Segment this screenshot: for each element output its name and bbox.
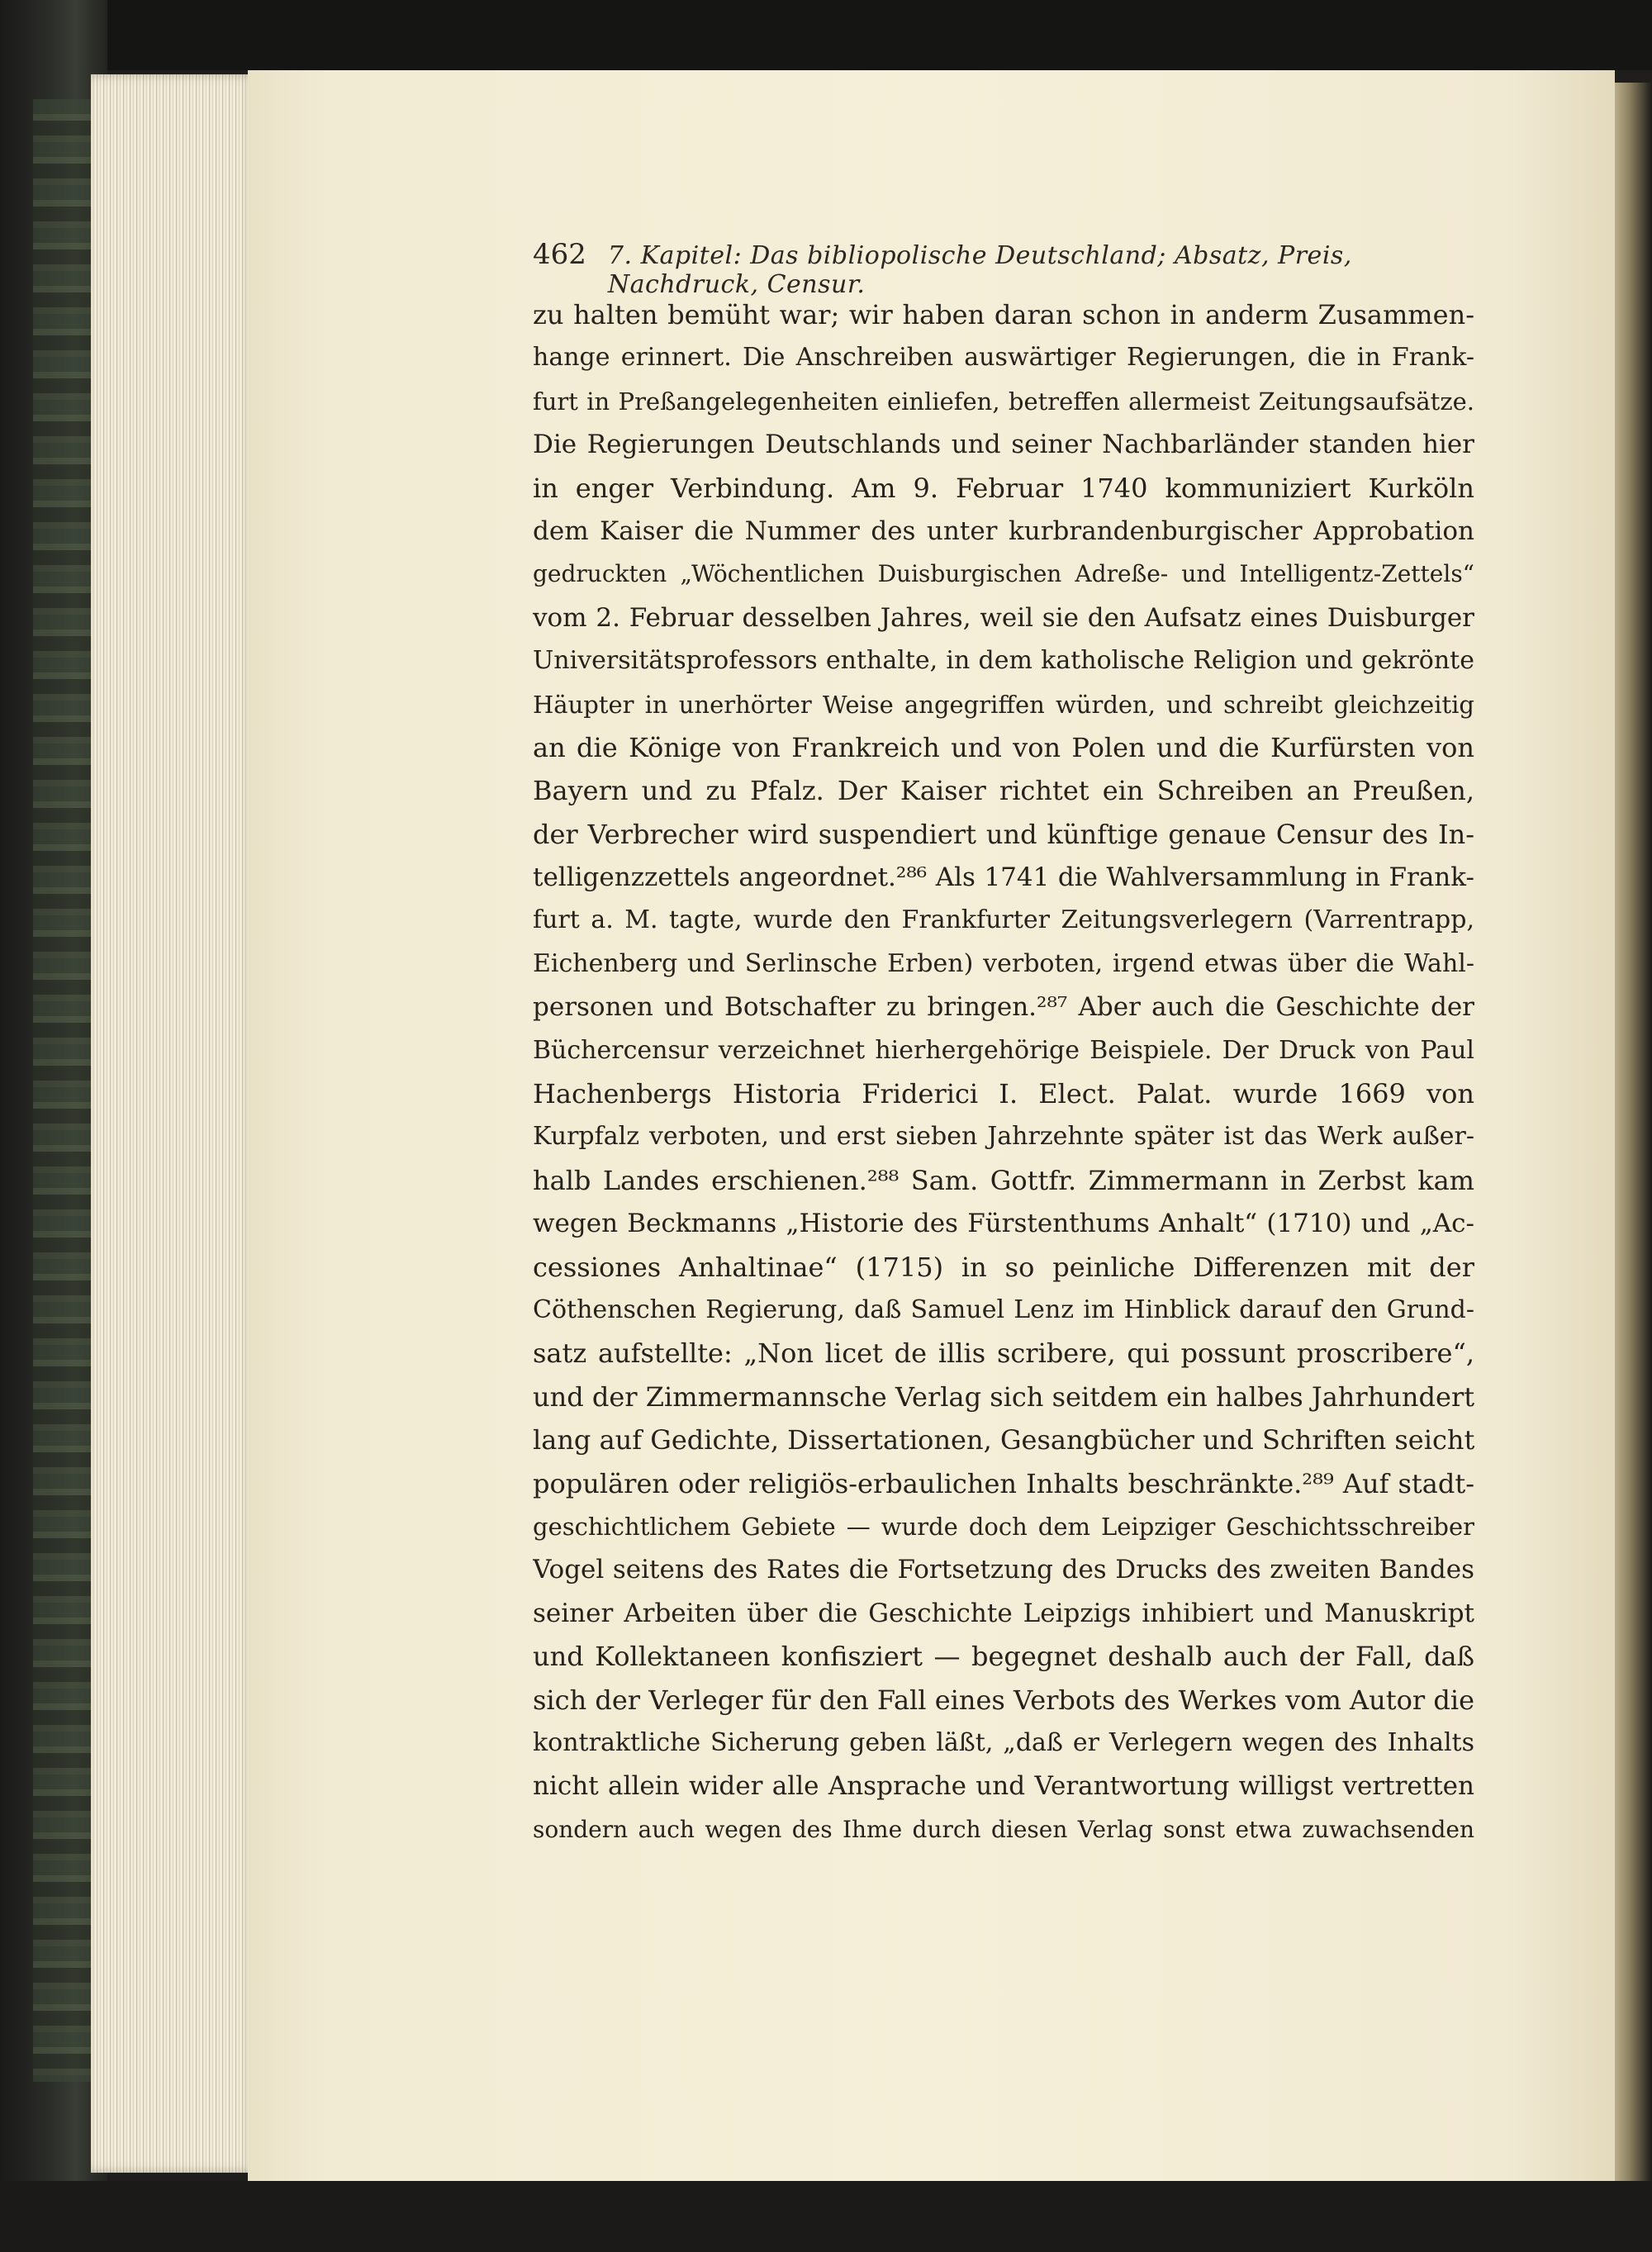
text-line: lang auf Gedichte, Dissertationen, Gesangbücher und Schriften seicht (533, 1424, 1474, 1456)
page-right-edge (1615, 83, 1652, 2181)
text-line: wegen Beckmanns „Historie des Fürstenthums Anhalt“ (1710) und „Ac- (533, 1209, 1474, 1239)
text-line: Hachenbergs Historia Friderici I. Elect. Palat. wurde 1669 von (533, 1078, 1474, 1110)
text-line: halb Landes erschienen.²⁸⁸ Sam. Gottfr. Zimmermann in Zerbst kam (533, 1164, 1474, 1196)
text-line: seiner Arbeiten über die Geschichte Leipzigs inhibiert und Manuskript (533, 1598, 1474, 1628)
text-line: nicht allein wider alle Ansprache und Verantwortung willigst vertretten (533, 1771, 1474, 1802)
text-line: Die Regierungen Deutschlands und seiner Nachbarländer standen hier (533, 430, 1474, 460)
text-line: Büchercensur verzeichnet hierhergehörige Beispiele. Der Druck von Paul (533, 1035, 1474, 1065)
text-line: Bayern und zu Pfalz. Der Kaiser richtet ein Schreiben an Preußen, (533, 775, 1474, 807)
text-line: gedruckten „Wöchentlichen Duisburgischen Adreße- und Intelligentz-Zettels“ (533, 560, 1474, 588)
text-line: zu halten bemüht war; wir haben daran schon in anderm Zusammen- (533, 299, 1474, 330)
text-line: sondern auch wegen des Ihme durch diesen Verlag sonst etwa zuwachsenden (533, 1815, 1474, 1843)
text-line: geschichtlichem Gebiete — wurde doch dem Leipziger Geschichtsschreiber (533, 1512, 1474, 1541)
text-line: dem Kaiser die Nummer des unter kurbrandenburgischer Approbation (533, 515, 1474, 546)
text-line: kontraktliche Sicherung geben läßt, „daß er Verlegern wegen des Inhalts (533, 1727, 1474, 1757)
text-line: der Verbrecher wird suspendiert und künftige genaue Censur des In- (533, 818, 1474, 850)
background-top (0, 0, 1652, 70)
text-line: Kurpfalz verboten, und erst sieben Jahrzehnte später ist das Werk außer- (533, 1122, 1474, 1152)
text-line: telligenzzettels angeordnet.²⁸⁶ Als 1741 die Wahlversammlung in Frank- (533, 862, 1474, 893)
text-line: in enger Verbindung. Am 9. Februar 1740 kommuniziert Kurköln (533, 472, 1474, 504)
text-line: personen und Botschafter zu bringen.²⁸⁷ Aber auch die Geschichte der (533, 992, 1474, 1023)
text-line: furt in Preßangelegenheiten einliefen, betreffen allermeist Zeitungsaufsätze. (533, 387, 1474, 416)
page-number: 462 (533, 238, 586, 271)
text-line: Eichenberg und Serlinsche Erben) verboten, irgend etwas über die Wahl- (533, 948, 1474, 978)
text-line: Vogel seitens des Rates die Fortsetzung des Drucks des zweiten Bandes (533, 1555, 1474, 1585)
text-line: populären oder religiös-erbaulichen Inhalts beschränkte.²⁸⁹ Auf stadt- (533, 1467, 1474, 1499)
cover-marbling (33, 99, 99, 2082)
text-line: hange erinnert. Die Anschreiben auswärtiger Regierungen, die in Frank- (533, 343, 1474, 373)
text-line: furt a. M. tagte, wurde den Frankfurter Zeitungsverlegern (Varrentrapp, (533, 905, 1474, 935)
text-line: an die Könige von Frankreich und von Polen und die Kurfürsten von (533, 731, 1474, 763)
text-line: satz aufstellte: „Non licet de illis scribere, qui possunt proscribere“, (533, 1337, 1474, 1370)
running-header (533, 238, 1474, 299)
chapter-header-title: 7. Kapitel: Das bibliopolische Deutschland; Absatz, Preis, Nachdruck, Censur. (607, 241, 1352, 299)
background-bottom (0, 2181, 1652, 2252)
text-line: Häupter in unerhörter Weise angegriffen würden, und schreibt gleichzeitig (533, 690, 1474, 719)
text-line: Cöthenschen Regierung, daß Samuel Lenz im Hinblick darauf den Grund- (533, 1295, 1474, 1324)
text-line: und der Zimmermannsche Verlag sich seitdem ein halbes Jahrhundert (533, 1380, 1474, 1413)
body-text (533, 293, 1474, 1851)
text-line: sich der Verleger für den Fall eines Verbots des Werkes vom Autor die (533, 1684, 1474, 1716)
page-edges-stack (91, 74, 256, 2173)
text-line: vom 2. Februar desselben Jahres, weil sie den Aufsatz eines Duisburger (533, 602, 1474, 633)
text-line: cessiones Anhaltinae“ (1715) in so peinliche Differenzen mit der (533, 1251, 1474, 1283)
text-line: und Kollektaneen konfisziert — begegnet deshalb auch der Fall, daß (533, 1641, 1474, 1673)
text-line: Universitätsprofessors enthalte, in dem katholische Religion und gekrönte (533, 646, 1474, 676)
